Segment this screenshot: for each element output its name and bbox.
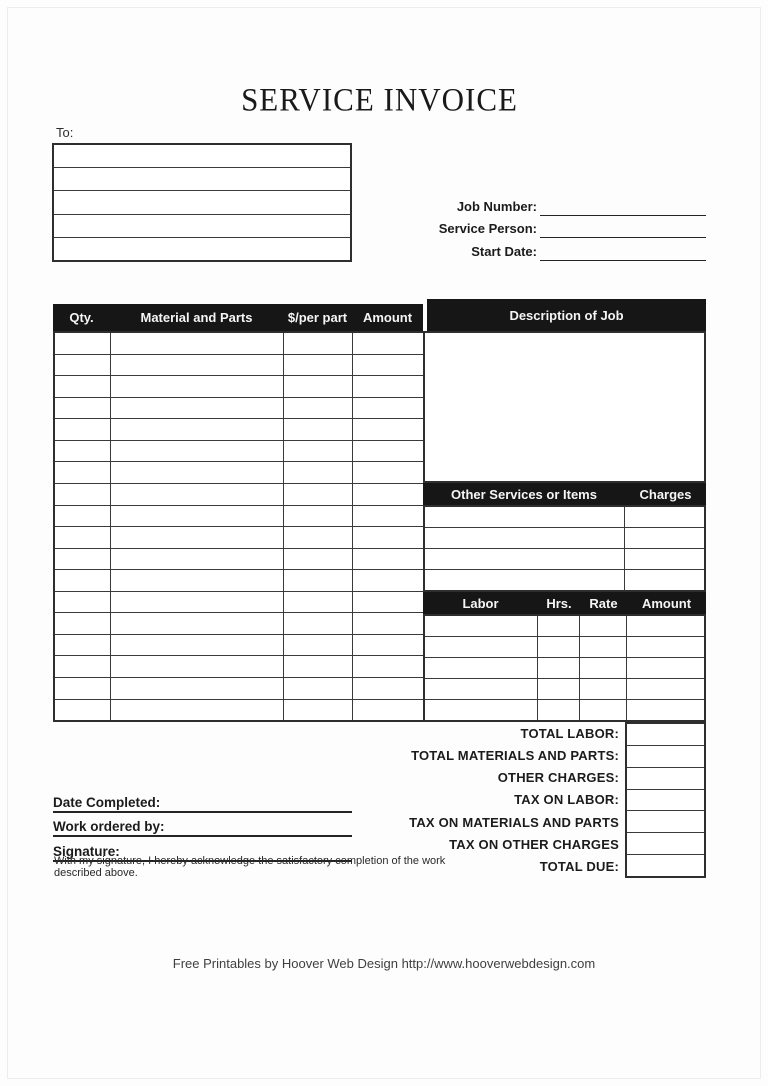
other-services-cell xyxy=(625,549,704,569)
materials-cell xyxy=(111,635,284,656)
total-value-box xyxy=(627,790,704,812)
materials-cell xyxy=(353,613,424,634)
labor-row xyxy=(425,616,704,637)
job-info-fill-line xyxy=(540,216,706,239)
materials-cell xyxy=(284,678,353,699)
other-services-header: Other Services or Items xyxy=(451,486,597,502)
materials-row xyxy=(55,613,423,635)
materials-row xyxy=(55,570,423,592)
other-services-cell xyxy=(625,507,704,527)
page-title: SERVICE INVOICE xyxy=(241,81,518,118)
other-services-row xyxy=(425,570,704,590)
materials-cell xyxy=(111,355,284,376)
materials-cell xyxy=(353,678,424,699)
address-line xyxy=(54,215,350,238)
materials-cell xyxy=(55,419,111,440)
materials-cell xyxy=(284,592,353,613)
recipient-address-box xyxy=(52,143,352,262)
job-info-field xyxy=(420,238,706,261)
labor-cell xyxy=(425,679,538,699)
other-services-cell xyxy=(425,570,625,590)
labor-cell xyxy=(538,679,580,699)
materials-row xyxy=(55,678,423,700)
labor-amount-header: Amount xyxy=(641,595,692,611)
signature-field: Work ordered by: xyxy=(53,813,352,838)
description-of-job-box xyxy=(423,331,706,483)
materials-cell xyxy=(55,678,111,699)
materials-header-material-and-parts: Material and Parts xyxy=(140,310,253,325)
materials-cell xyxy=(111,656,284,677)
materials-row xyxy=(55,484,423,506)
labor-cell xyxy=(627,616,704,636)
total-label: TAX ON LABOR: xyxy=(514,792,619,808)
other-services-row xyxy=(425,528,704,549)
materials-row xyxy=(55,549,423,571)
labor-cell xyxy=(627,658,704,678)
materials-cell xyxy=(55,462,111,483)
materials-row xyxy=(55,700,423,721)
job-info-field xyxy=(420,193,706,216)
materials-cell xyxy=(55,570,111,591)
total-value-box xyxy=(627,746,704,768)
materials-cell xyxy=(353,549,424,570)
materials-row xyxy=(55,462,423,484)
labor-cell xyxy=(580,700,627,720)
materials-cell xyxy=(353,570,424,591)
total-label: TAX ON OTHER CHARGES xyxy=(449,837,619,853)
total-label: TOTAL LABOR: xyxy=(520,725,619,741)
materials-cell xyxy=(55,549,111,570)
materials-cell xyxy=(55,333,111,354)
materials-row xyxy=(55,527,423,549)
materials-cell xyxy=(284,398,353,419)
signature-disclaimer: With my signature, I hereby acknowledge the satisfactory completion of the work described above. xyxy=(54,855,446,879)
materials-cell xyxy=(284,613,353,634)
materials-cell xyxy=(55,484,111,505)
materials-cell xyxy=(55,441,111,462)
materials-cell xyxy=(55,635,111,656)
labor-cell xyxy=(627,637,704,657)
total-value-box xyxy=(627,724,704,746)
labor-cell xyxy=(538,658,580,678)
materials-cell xyxy=(55,355,111,376)
materials-cell xyxy=(111,376,284,397)
materials-table-header-bar xyxy=(53,304,423,331)
rate-header: Rate xyxy=(589,595,618,611)
job-info-label: Start Date: xyxy=(471,243,537,259)
materials-cell xyxy=(111,678,284,699)
other-services-row xyxy=(425,549,704,570)
labor-cell xyxy=(580,658,627,678)
materials-row xyxy=(55,592,423,614)
materials-table xyxy=(53,331,425,722)
materials-cell xyxy=(284,333,353,354)
materials-header-amount: Amount xyxy=(362,310,413,325)
materials-cell xyxy=(284,570,353,591)
materials-cell xyxy=(111,419,284,440)
materials-cell xyxy=(284,441,353,462)
materials-cell xyxy=(55,527,111,548)
materials-row xyxy=(55,506,423,528)
labor-cell xyxy=(580,679,627,699)
materials-cell xyxy=(111,613,284,634)
other-services-row xyxy=(425,507,704,528)
materials-cell xyxy=(55,700,111,721)
labor-cell xyxy=(538,700,580,720)
total-label: TOTAL MATERIALS AND PARTS: xyxy=(411,747,619,763)
materials-row xyxy=(55,376,423,398)
signature-section xyxy=(53,788,352,862)
totals-boxes xyxy=(625,722,706,878)
total-value-box xyxy=(627,833,704,855)
labor-row xyxy=(425,658,704,679)
job-info-fill-line xyxy=(540,238,706,261)
materials-cell xyxy=(55,376,111,397)
labor-row xyxy=(425,679,704,700)
materials-cell xyxy=(284,700,353,721)
other-services-header-bar xyxy=(423,483,706,505)
labor-cell xyxy=(627,679,704,699)
materials-cell xyxy=(353,419,424,440)
to-label: To: xyxy=(56,125,74,140)
other-services-cell xyxy=(425,549,625,569)
materials-cell xyxy=(353,506,424,527)
materials-cell xyxy=(353,635,424,656)
materials-row xyxy=(55,656,423,678)
labor-cell xyxy=(425,616,538,636)
materials-cell xyxy=(284,355,353,376)
description-of-job-header: Description of Job xyxy=(509,307,624,323)
materials-cell xyxy=(353,462,424,483)
materials-cell xyxy=(111,570,284,591)
materials-cell xyxy=(353,700,424,721)
materials-row xyxy=(55,419,423,441)
materials-row xyxy=(55,355,423,377)
labor-row xyxy=(425,637,704,658)
total-value-box xyxy=(627,811,704,833)
labor-header-bar xyxy=(423,592,706,614)
labor-cell xyxy=(538,637,580,657)
labor-table xyxy=(423,614,706,722)
labor-cell xyxy=(425,637,538,657)
footer-credit: Free Printables by Hoover Web Design http://www.hooverwebdesign.com xyxy=(172,956,596,971)
materials-header-per-part: $/per part xyxy=(287,310,348,325)
job-info-field xyxy=(420,216,706,239)
materials-cell xyxy=(111,700,284,721)
job-info-fill-line xyxy=(540,193,706,216)
address-line xyxy=(54,145,350,168)
materials-cell xyxy=(284,419,353,440)
job-info-label: Service Person: xyxy=(438,221,537,236)
other-services-table xyxy=(423,505,706,592)
materials-cell xyxy=(284,376,353,397)
total-label: OTHER CHARGES: xyxy=(497,770,619,786)
materials-cell xyxy=(284,656,353,677)
materials-cell xyxy=(55,592,111,613)
labor-cell xyxy=(627,700,704,720)
materials-cell xyxy=(284,549,353,570)
materials-cell xyxy=(284,635,353,656)
materials-cell xyxy=(111,592,284,613)
total-label: TAX ON MATERIALS AND PARTS xyxy=(409,814,619,830)
materials-cell xyxy=(111,549,284,570)
labor-header: Labor xyxy=(462,595,499,611)
labor-cell xyxy=(580,637,627,657)
materials-cell xyxy=(284,527,353,548)
signature-field: Date Completed: xyxy=(53,788,352,813)
materials-cell xyxy=(111,398,284,419)
materials-cell xyxy=(55,656,111,677)
materials-cell xyxy=(111,441,284,462)
materials-cell xyxy=(284,462,353,483)
materials-cell xyxy=(111,484,284,505)
total-label: TOTAL DUE: xyxy=(539,859,619,875)
materials-row xyxy=(55,398,423,420)
address-line xyxy=(54,238,350,260)
signature-field: Signature: xyxy=(53,837,352,862)
materials-cell xyxy=(353,527,424,548)
materials-cell xyxy=(111,462,284,483)
materials-cell xyxy=(353,398,424,419)
job-info-fields xyxy=(420,193,706,261)
labor-cell xyxy=(425,658,538,678)
materials-cell xyxy=(55,506,111,527)
materials-cell xyxy=(284,506,353,527)
other-services-cell xyxy=(425,528,625,548)
materials-cell xyxy=(111,506,284,527)
materials-cell xyxy=(111,527,284,548)
materials-cell xyxy=(353,592,424,613)
labor-cell xyxy=(425,700,538,720)
total-value-box xyxy=(627,855,704,876)
materials-cell xyxy=(353,355,424,376)
labor-row xyxy=(425,700,704,720)
materials-cell xyxy=(111,333,284,354)
other-services-cell xyxy=(625,528,704,548)
materials-cell xyxy=(353,376,424,397)
charges-header: Charges xyxy=(639,486,692,502)
job-info-label: Job Number: xyxy=(456,198,537,214)
materials-row xyxy=(55,635,423,657)
materials-header-qty: Qty. xyxy=(69,310,94,325)
materials-cell xyxy=(55,398,111,419)
labor-cell xyxy=(580,616,627,636)
total-value-box xyxy=(627,768,704,790)
address-line xyxy=(54,191,350,214)
materials-cell xyxy=(353,441,424,462)
materials-cell xyxy=(353,484,424,505)
labor-cell xyxy=(538,616,580,636)
materials-row xyxy=(55,333,423,355)
materials-cell xyxy=(353,656,424,677)
address-line xyxy=(54,168,350,191)
description-of-job-header-bar xyxy=(427,299,706,331)
materials-row xyxy=(55,441,423,463)
other-services-cell xyxy=(625,570,704,590)
materials-cell xyxy=(284,484,353,505)
materials-cell xyxy=(353,333,424,354)
other-services-cell xyxy=(425,507,625,527)
hrs-header: Hrs. xyxy=(546,595,572,611)
materials-cell xyxy=(55,613,111,634)
